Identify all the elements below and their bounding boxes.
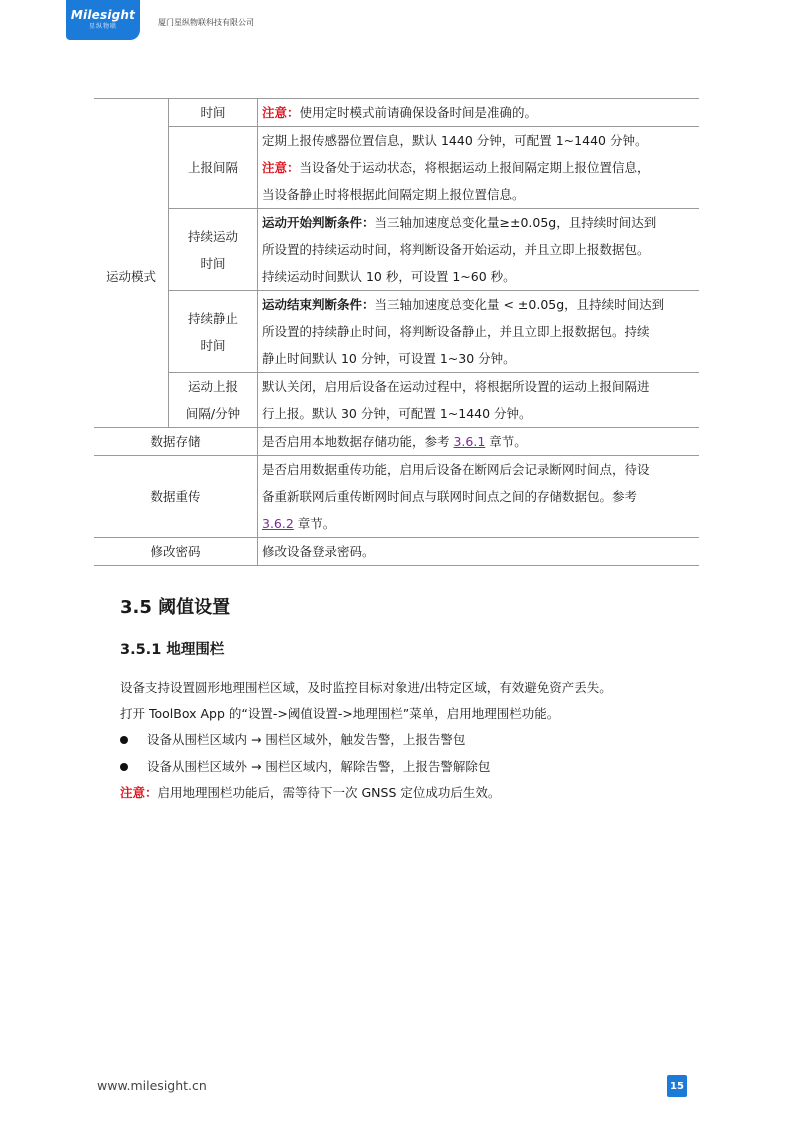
table-row bbox=[94, 428, 699, 456]
cell-line: 时间 bbox=[200, 337, 226, 353]
section-link[interactable]: 3.6.1 bbox=[453, 434, 486, 449]
table-row bbox=[94, 99, 699, 127]
cell-line: 所设置的持续静止时间，将判断设备静止，并且立即上报数据包。持续 bbox=[262, 324, 650, 339]
bullet-icon bbox=[120, 736, 128, 744]
table-cell bbox=[169, 209, 258, 291]
group-label-cell bbox=[94, 127, 169, 428]
list-item bbox=[120, 730, 465, 750]
table-row bbox=[94, 538, 699, 566]
footer-url[interactable]: www.milesight.cn bbox=[97, 1078, 207, 1093]
list-item bbox=[120, 757, 490, 777]
cell-line: 行上报。默认 30 分钟，可配置 1~1440 分钟。 bbox=[262, 406, 532, 421]
cell-text: 章节。 bbox=[293, 516, 336, 531]
cell-line: 备重新联网后重传断网时间点与联网时间点之间的存储数据包。参考 bbox=[262, 489, 638, 504]
note-label: 注意： bbox=[262, 105, 300, 120]
cell-line: 运动上报 bbox=[187, 379, 238, 394]
table-cell bbox=[94, 99, 169, 127]
page-number: 15 bbox=[667, 1075, 687, 1097]
cell-line: 定期上报传感器位置信息，默认 1440 分钟，可配置 1~1440 分钟。 bbox=[262, 133, 648, 148]
group-label: 运动模式 bbox=[105, 269, 156, 285]
table-cell bbox=[258, 99, 700, 127]
note-paragraph bbox=[120, 783, 500, 803]
subsection-heading: 3.5.1 地理围栏 bbox=[120, 642, 225, 658]
cell-line: 持续运动时间默认 10 秒，可设置 1~60 秒。 bbox=[262, 269, 516, 284]
table-cell: 修改密码 bbox=[94, 538, 258, 566]
cell-text: 章节。 bbox=[485, 434, 527, 449]
table-cell bbox=[258, 127, 700, 209]
table-cell: 数据重传 bbox=[94, 456, 258, 538]
logo-text: Milesight bbox=[70, 8, 136, 22]
cell-text: 当三轴加速度总变化量 < ±0.05g，且持续时间达到 bbox=[374, 297, 665, 312]
table-row bbox=[94, 291, 699, 373]
list-item-text: 设备从围栏区域外 → 围栏区域内，解除告警，上报告警解除包 bbox=[147, 759, 491, 774]
table-cell: 上报间隔 bbox=[169, 127, 258, 209]
cell-line: 持续静止 bbox=[187, 310, 238, 326]
table-cell bbox=[169, 373, 258, 428]
cell-line: 是否启用数据重传功能，启用后设备在断网后会记录断网时间点，待设 bbox=[262, 462, 650, 477]
company-name: 厦门星纵物联科技有限公司 bbox=[158, 18, 254, 27]
paragraph: 设备支持设置圆形地理围栏区域，及时监控目标对象进/出特定区域，有效避免资产丢失。 bbox=[120, 680, 612, 695]
table-cell bbox=[258, 428, 700, 456]
section-link[interactable]: 3.6.2 bbox=[262, 516, 294, 531]
cell-line: 当设备静止时将根据此间隔定期上报位置信息。 bbox=[262, 187, 525, 202]
table-cell bbox=[169, 291, 258, 373]
table-cell bbox=[258, 456, 700, 538]
cell-line: 默认关闭，启用后设备在运动过程中，将根据所设置的运动上报间隔进 bbox=[262, 379, 650, 394]
list-item-text: 设备从围栏区域内 → 围栏区域外，触发告警，上报告警包 bbox=[147, 732, 466, 747]
cell-text: 当三轴加速度总变化量≥±0.05g，且持续时间达到 bbox=[374, 215, 657, 230]
note-label: 注意： bbox=[262, 160, 300, 175]
cell-line bbox=[262, 291, 695, 318]
table-cell: 数据存储 bbox=[94, 428, 258, 456]
cell-text: 是否启用本地数据存储功能，参考 bbox=[262, 434, 454, 449]
cell-line bbox=[262, 510, 695, 537]
note-text: 启用地理围栏功能后，需等待下一次 GNSS 定位成功后生效。 bbox=[157, 785, 501, 800]
cell-line bbox=[262, 209, 695, 236]
table-row bbox=[94, 456, 699, 538]
cell-line: 间隔/分钟 bbox=[185, 406, 241, 421]
table-row bbox=[94, 209, 699, 291]
table-cell: 修改设备登录密码。 bbox=[258, 538, 700, 566]
cell-line: 静止时间默认 10 分钟，可设置 1~30 分钟。 bbox=[262, 351, 516, 366]
cell-text: 使用定时模式前请确保设备时间是准确的。 bbox=[299, 105, 538, 120]
cell-text: 当设备处于运动状态，将根据运动上报间隔定期上报位置信息， bbox=[299, 160, 650, 175]
table-row bbox=[94, 373, 699, 428]
bold-label: 运动结束判断条件： bbox=[262, 297, 375, 312]
bullet-icon bbox=[120, 763, 128, 771]
paragraph: 打开 ToolBox App 的“设置->阈值设置->地理围栏”菜单，启用地理围栏功能。 bbox=[120, 706, 560, 721]
cell-line: 所设置的持续运动时间，将判断设备开始运动，并且立即上报数据包。 bbox=[262, 242, 650, 257]
note-label: 注意： bbox=[120, 785, 158, 800]
cell-line bbox=[262, 154, 695, 181]
cell-line: 持续运动 bbox=[187, 228, 238, 244]
table-cell: 时间 bbox=[169, 99, 258, 127]
table-cell bbox=[258, 291, 700, 373]
logo-subtext: 星纵物联 bbox=[88, 23, 117, 30]
cell-line: 时间 bbox=[200, 255, 226, 271]
settings-table bbox=[94, 98, 699, 566]
milesight-logo bbox=[66, 0, 140, 40]
bold-label: 运动开始判断条件： bbox=[262, 215, 375, 230]
table-row bbox=[94, 127, 699, 209]
table-cell bbox=[258, 209, 700, 291]
section-heading: 3.5 阈值设置 bbox=[120, 597, 231, 618]
table-cell bbox=[258, 373, 700, 428]
